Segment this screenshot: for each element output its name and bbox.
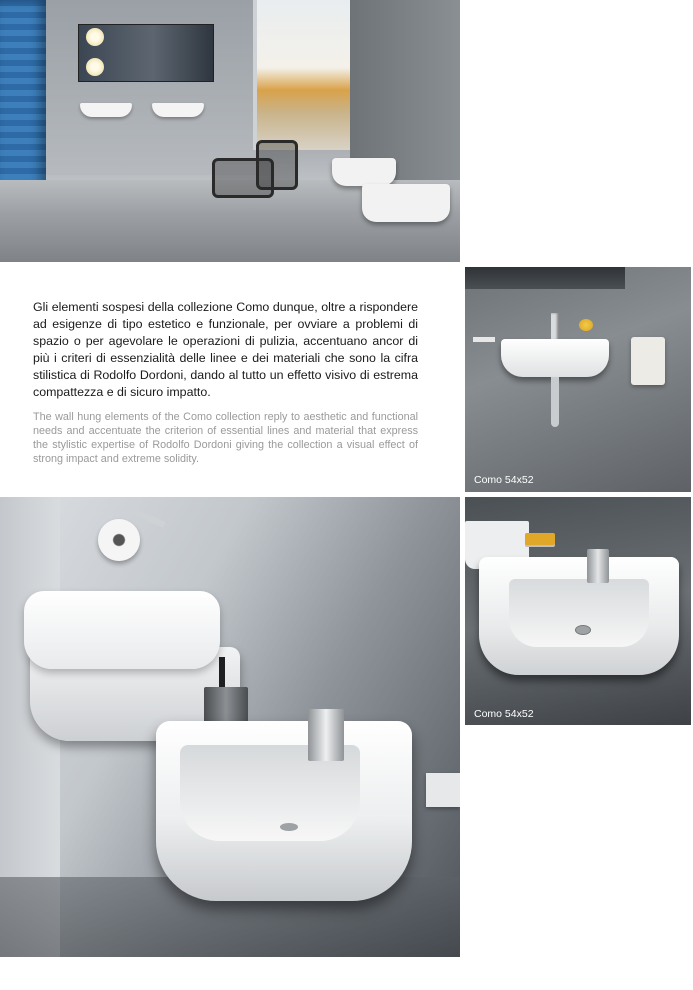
drain xyxy=(575,625,591,635)
washbasin-photo-top xyxy=(465,267,691,492)
washbasin-photo-bottom xyxy=(465,497,691,725)
window-autumn-view xyxy=(253,0,358,150)
stool xyxy=(256,140,298,190)
washbasin-bowl xyxy=(509,579,649,647)
soap-dish xyxy=(473,337,495,342)
wc-bidet-photo xyxy=(0,497,460,957)
brush-handle xyxy=(219,657,225,689)
flower-icon xyxy=(579,319,593,331)
siphon xyxy=(551,377,559,427)
photo-caption: Como 54x52 xyxy=(474,708,534,720)
washbasin xyxy=(152,103,204,117)
description-text-block xyxy=(33,299,418,466)
soap-bar xyxy=(525,533,555,545)
lamp-icon xyxy=(86,28,104,46)
wall-hung-bidet xyxy=(362,184,450,222)
bathroom-hero-photo xyxy=(0,0,460,262)
drain xyxy=(280,823,298,831)
towel xyxy=(631,337,665,385)
toilet-roll-holder xyxy=(132,508,165,528)
wc-lid xyxy=(24,591,220,669)
washbasin xyxy=(501,339,609,377)
toilet-roll xyxy=(98,519,140,561)
wall-hung-wc xyxy=(332,158,396,186)
photo-caption: Como 54x52 xyxy=(474,474,534,486)
shelf xyxy=(426,773,460,807)
tap xyxy=(587,549,609,583)
wall-hung-bidet xyxy=(156,721,412,901)
italian-description: Gli elementi sospesi della collezione Como dunque, oltre a rispondere ad esigenze di tipo estetico e funzionale, per ovviare a problemi di spazio o per agevolare le operazioni di pulizia, accentuano ancor di più i criteri di essenzialità delle linee e dei materiali che sono la cifra stilistica di Rodolfo Dordoni, dando al tutto un effetto visivo di estrema compattezza e di sicuro impatto. xyxy=(33,300,418,399)
shelf xyxy=(465,267,625,289)
washbasin xyxy=(80,103,132,117)
english-description: The wall hung elements of the Como collection reply to aesthetic and functional needs and accentuate the criterion of essential lines and material that express the stylistic expertise of Rodolfo Dordoni giving the collection a visual effect of strong impact and extreme solidity. xyxy=(33,411,418,465)
washbasin xyxy=(479,557,679,675)
lamp-icon xyxy=(86,58,104,76)
tap xyxy=(308,709,344,761)
tap xyxy=(551,313,559,341)
